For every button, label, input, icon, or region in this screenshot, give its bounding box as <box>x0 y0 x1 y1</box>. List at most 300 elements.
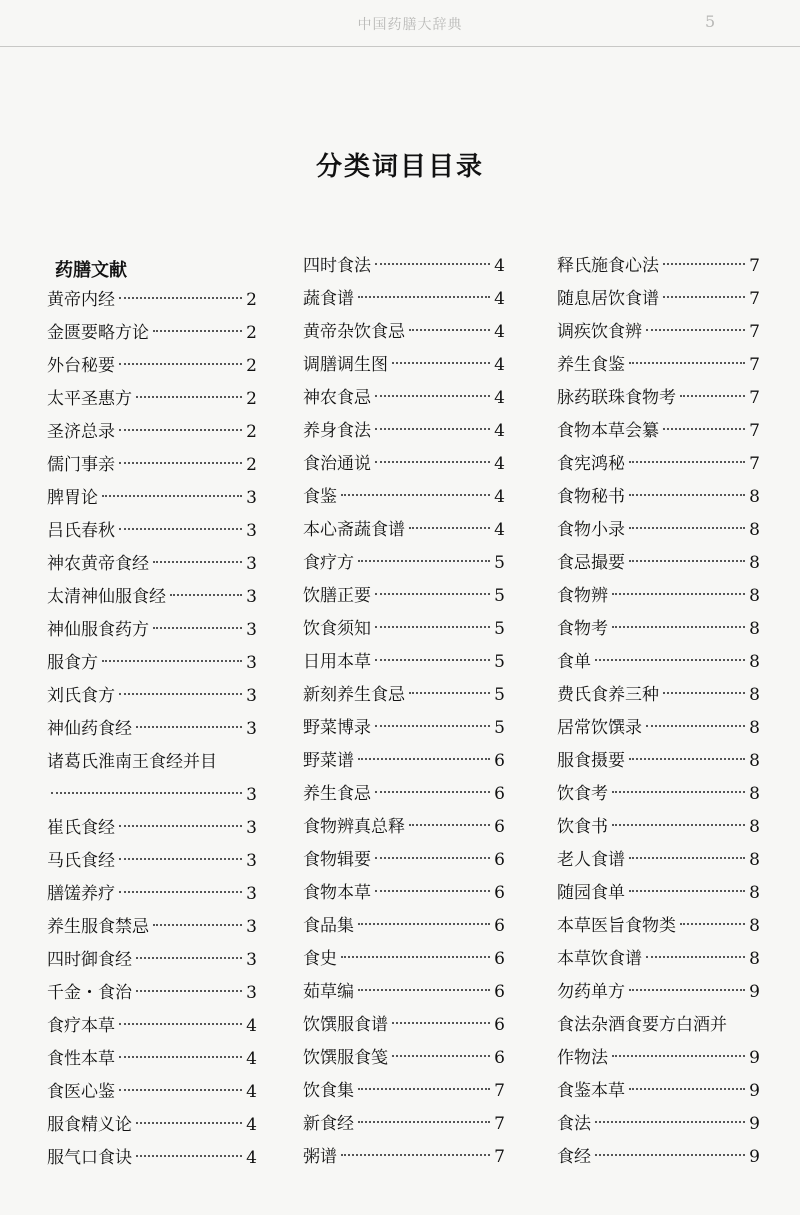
entry-page-number: 5 <box>494 586 505 606</box>
toc-entry[interactable] <box>557 484 760 510</box>
toc-entry[interactable] <box>47 782 257 808</box>
toc-entry[interactable] <box>303 748 505 774</box>
entry-title: 食物本草会纂 <box>557 421 659 441</box>
dot-leader <box>119 528 242 530</box>
entry-title: 刘氏食方 <box>47 686 115 706</box>
entry-page-number: 3 <box>246 917 257 937</box>
dot-leader <box>119 1023 242 1025</box>
entry-page-number: 8 <box>749 520 760 540</box>
dot-leader <box>119 693 242 695</box>
toc-entry[interactable] <box>303 847 505 873</box>
entry-page-number: 4 <box>246 1148 257 1168</box>
toc-entry[interactable] <box>557 880 760 906</box>
entry-title: 食疗方 <box>303 553 354 573</box>
dot-leader <box>392 1055 490 1057</box>
entry-title: 释氏施食心法 <box>557 256 659 276</box>
dot-leader <box>375 428 490 430</box>
entry-page-number: 3 <box>246 818 257 838</box>
entry-title: 食忌撮要 <box>557 553 625 573</box>
entry-page-number: 8 <box>749 685 760 705</box>
entry-page-number: 9 <box>749 1147 760 1167</box>
entry-page-number: 2 <box>246 290 257 310</box>
entry-title: 老人食谱 <box>557 850 625 870</box>
entry-page-number: 3 <box>246 719 257 739</box>
entry-title: 崔氏食经 <box>47 818 115 838</box>
toc-entry[interactable] <box>47 1013 257 1039</box>
section-heading: 药膳文献 <box>55 260 127 281</box>
toc-entry[interactable] <box>47 881 257 907</box>
page-title: 分类词目目录 <box>315 152 484 182</box>
toc-entry[interactable] <box>303 385 505 411</box>
toc-entry[interactable] <box>557 946 760 972</box>
entry-page-number: 8 <box>749 487 760 507</box>
entry-title: 日用本草 <box>303 652 371 672</box>
entry-title: 神农食忌 <box>303 388 371 408</box>
entry-page-number: 5 <box>494 718 505 738</box>
dot-leader <box>375 857 490 859</box>
toc-entry[interactable] <box>47 353 257 379</box>
entry-title: 服食摄要 <box>557 751 625 771</box>
entry-page-number: 4 <box>246 1049 257 1069</box>
entry-page-number: 5 <box>494 652 505 672</box>
entry-title: 脉药联珠食物考 <box>557 388 676 408</box>
entry-title: 食史 <box>303 949 337 969</box>
dot-leader <box>358 758 490 760</box>
entry-title: 食品集 <box>303 916 354 936</box>
dot-leader <box>119 825 242 827</box>
dot-leader <box>153 924 242 926</box>
toc-entry[interactable] <box>303 550 505 576</box>
entry-page-number: 6 <box>494 751 505 771</box>
entry-page-number: 5 <box>494 685 505 705</box>
toc-entry[interactable] <box>303 286 505 312</box>
toc-entry[interactable] <box>557 616 760 642</box>
toc-entry[interactable] <box>47 716 257 742</box>
toc-entry[interactable] <box>303 352 505 378</box>
dot-leader <box>375 659 490 661</box>
dot-leader <box>612 626 745 628</box>
entry-page-number: 3 <box>246 488 257 508</box>
dot-leader <box>595 1121 745 1123</box>
entry-page-number: 3 <box>246 785 257 805</box>
toc-entry[interactable] <box>303 1144 505 1170</box>
dot-leader <box>680 923 745 925</box>
toc-entry[interactable] <box>303 1078 505 1104</box>
dot-leader <box>646 956 745 958</box>
page-number: 5 <box>705 12 716 31</box>
entry-page-number: 4 <box>494 454 505 474</box>
entry-page-number: 8 <box>749 652 760 672</box>
entry-page-number: 3 <box>246 884 257 904</box>
entry-page-number: 7 <box>749 256 760 276</box>
toc-entry[interactable] <box>47 815 257 841</box>
entry-title: 食医心鉴 <box>47 1082 115 1102</box>
toc-entry[interactable] <box>557 1078 760 1104</box>
entry-title: 野菜谱 <box>303 751 354 771</box>
toc-entry[interactable] <box>47 980 257 1006</box>
entry-page-number: 9 <box>749 1048 760 1068</box>
toc-entry[interactable] <box>557 1012 760 1038</box>
toc-entry[interactable] <box>557 781 760 807</box>
toc-entry[interactable] <box>47 914 257 940</box>
dot-leader <box>136 396 242 398</box>
entry-title: 调膳调生图 <box>303 355 388 375</box>
dot-leader <box>358 296 490 298</box>
entry-title: 食物辨 <box>557 586 608 606</box>
entry-title: 外台秘要 <box>47 356 115 376</box>
toc-entry[interactable] <box>557 385 760 411</box>
dot-leader <box>612 593 745 595</box>
toc-entry[interactable] <box>47 848 257 874</box>
toc-entry[interactable] <box>47 1145 257 1171</box>
entry-page-number: 2 <box>246 422 257 442</box>
running-header <box>0 0 800 47</box>
entry-title: 诸葛氏淮南王食经并目 <box>47 752 217 772</box>
dot-leader <box>595 1154 745 1156</box>
entry-title: 新食经 <box>303 1114 354 1134</box>
toc-entry[interactable] <box>47 419 257 445</box>
toc-entry[interactable] <box>303 913 505 939</box>
entry-page-number: 9 <box>749 1114 760 1134</box>
toc-entry[interactable] <box>303 946 505 972</box>
toc-entry[interactable] <box>47 683 257 709</box>
entry-title: 费氏食养三种 <box>557 685 659 705</box>
dot-leader <box>375 725 490 727</box>
toc-entry[interactable] <box>303 517 505 543</box>
dot-leader <box>595 659 745 661</box>
entry-page-number: 3 <box>246 686 257 706</box>
entry-title: 儒门事亲 <box>47 455 115 475</box>
entry-page-number: 6 <box>494 982 505 1002</box>
toc-entry[interactable] <box>47 617 257 643</box>
entry-title: 养生食鉴 <box>557 355 625 375</box>
toc-entry[interactable] <box>557 286 760 312</box>
dot-leader <box>629 527 745 529</box>
entry-page-number: 4 <box>494 487 505 507</box>
dot-leader <box>680 395 745 397</box>
toc-entry[interactable] <box>303 649 505 675</box>
entry-page-number: 2 <box>246 389 257 409</box>
dot-leader <box>629 857 745 859</box>
entry-page-number: 6 <box>494 850 505 870</box>
entry-title: 食单 <box>557 652 591 672</box>
entry-title: 食经 <box>557 1147 591 1167</box>
entry-title: 饮食须知 <box>303 619 371 639</box>
toc-entry[interactable] <box>303 781 505 807</box>
entry-title: 野菜博录 <box>303 718 371 738</box>
entry-page-number: 3 <box>246 554 257 574</box>
toc-entry[interactable] <box>47 485 257 511</box>
entry-title: 四时食法 <box>303 256 371 276</box>
entry-page-number: 4 <box>494 520 505 540</box>
toc-entry[interactable] <box>557 253 760 279</box>
entry-page-number: 7 <box>749 289 760 309</box>
dot-leader <box>119 891 242 893</box>
entry-title: 四时御食经 <box>47 950 132 970</box>
toc-entry[interactable] <box>303 583 505 609</box>
dot-leader <box>358 1121 490 1123</box>
dot-leader <box>119 1089 242 1091</box>
dot-leader <box>646 725 745 727</box>
dot-leader <box>612 791 745 793</box>
dot-leader <box>358 560 490 562</box>
entry-title: 马氏食经 <box>47 851 115 871</box>
toc-entry[interactable] <box>47 650 257 676</box>
dot-leader <box>409 824 490 826</box>
entry-title: 食物辨真总释 <box>303 817 405 837</box>
dot-leader <box>629 362 745 364</box>
entry-page-number: 2 <box>246 455 257 475</box>
dot-leader <box>119 363 242 365</box>
toc-entry[interactable] <box>47 947 257 973</box>
entry-page-number: 8 <box>749 949 760 969</box>
toc-entry[interactable] <box>557 418 760 444</box>
entry-title: 金匮要略方论 <box>47 323 149 343</box>
entry-page-number: 6 <box>494 817 505 837</box>
dot-leader <box>663 692 745 694</box>
entry-title: 茹草编 <box>303 982 354 1002</box>
entry-title: 服食精义论 <box>47 1115 132 1135</box>
entry-title: 食鉴本草 <box>557 1081 625 1101</box>
toc-entry[interactable] <box>557 979 760 1005</box>
entry-page-number: 3 <box>246 620 257 640</box>
entry-page-number: 3 <box>246 653 257 673</box>
entry-page-number: 9 <box>749 982 760 1002</box>
entry-page-number: 8 <box>749 850 760 870</box>
entry-page-number: 7 <box>494 1147 505 1167</box>
entry-title: 吕氏春秋 <box>47 521 115 541</box>
toc-entry[interactable] <box>47 386 257 412</box>
entry-title: 作物法 <box>557 1048 608 1068</box>
entry-title: 黄帝杂饮食忌 <box>303 322 405 342</box>
dot-leader <box>153 627 242 629</box>
dot-leader <box>629 758 745 760</box>
entry-title: 服气口食诀 <box>47 1148 132 1168</box>
toc-entry[interactable] <box>303 319 505 345</box>
entry-title: 太清神仙服食经 <box>47 587 166 607</box>
entry-title: 调疾饮食辨 <box>557 322 642 342</box>
entry-page-number: 6 <box>494 784 505 804</box>
entry-page-number: 4 <box>494 355 505 375</box>
entry-page-number: 7 <box>749 388 760 408</box>
toc-entry[interactable] <box>303 484 505 510</box>
entry-title: 神仙药食经 <box>47 719 132 739</box>
toc-entry[interactable] <box>303 715 505 741</box>
dot-leader <box>629 461 745 463</box>
entry-title: 本草医旨食物类 <box>557 916 676 936</box>
entry-title: 蔬食谱 <box>303 289 354 309</box>
entry-title: 本心斋蔬食谱 <box>303 520 405 540</box>
entry-title: 食物本草 <box>303 883 371 903</box>
entry-title: 服食方 <box>47 653 98 673</box>
dot-leader <box>153 561 242 563</box>
toc-entry[interactable] <box>303 1111 505 1137</box>
toc-entry[interactable] <box>557 1045 760 1071</box>
entry-title: 膳馐养疗 <box>47 884 115 904</box>
toc-entry[interactable] <box>557 1144 760 1170</box>
toc-entry[interactable] <box>303 814 505 840</box>
entry-title: 黄帝内经 <box>47 290 115 310</box>
entry-page-number: 4 <box>494 421 505 441</box>
dot-leader <box>663 428 745 430</box>
dot-leader <box>341 1154 490 1156</box>
dot-leader <box>358 923 490 925</box>
entry-page-number: 7 <box>749 454 760 474</box>
entry-title: 新刻养生食忌 <box>303 685 405 705</box>
toc-entry[interactable] <box>47 518 257 544</box>
entry-page-number: 7 <box>749 355 760 375</box>
entry-title: 食疗本草 <box>47 1016 115 1036</box>
entry-page-number: 3 <box>246 851 257 871</box>
entry-page-number: 3 <box>246 587 257 607</box>
entry-title: 随息居饮食谱 <box>557 289 659 309</box>
toc-entry[interactable] <box>557 748 760 774</box>
dot-leader <box>612 1055 745 1057</box>
entry-title: 养生服食禁忌 <box>47 917 149 937</box>
toc-entry[interactable] <box>557 649 760 675</box>
entry-page-number: 6 <box>494 883 505 903</box>
entry-title: 随园食单 <box>557 883 625 903</box>
toc-entry[interactable] <box>303 880 505 906</box>
entry-page-number: 7 <box>494 1081 505 1101</box>
toc-entry[interactable] <box>303 682 505 708</box>
entry-title: 饮膳正要 <box>303 586 371 606</box>
toc-entry[interactable] <box>47 1112 257 1138</box>
dot-leader <box>375 890 490 892</box>
toc-entry[interactable] <box>557 451 760 477</box>
toc-entry[interactable] <box>47 452 257 478</box>
entry-title: 圣济总录 <box>47 422 115 442</box>
entry-title: 食法 <box>557 1114 591 1134</box>
dot-leader <box>375 263 490 265</box>
toc-entry[interactable] <box>47 1046 257 1072</box>
dot-leader <box>629 494 745 496</box>
dot-leader <box>375 791 490 793</box>
entry-page-number: 8 <box>749 586 760 606</box>
entry-page-number: 9 <box>749 1081 760 1101</box>
toc-entry[interactable] <box>557 814 760 840</box>
dot-leader <box>119 297 242 299</box>
toc-entry[interactable] <box>303 451 505 477</box>
entry-page-number: 3 <box>246 983 257 1003</box>
toc-entry[interactable] <box>557 1111 760 1137</box>
entry-title: 居常饮馔录 <box>557 718 642 738</box>
entry-title: 食鉴 <box>303 487 337 507</box>
dot-leader <box>629 1088 745 1090</box>
dot-leader <box>136 726 242 728</box>
entry-page-number: 8 <box>749 883 760 903</box>
toc-entry[interactable] <box>557 352 760 378</box>
running-title: 中国药膳大辞典 <box>357 17 463 33</box>
dot-leader <box>409 692 490 694</box>
dot-leader <box>663 296 745 298</box>
toc-entry[interactable] <box>557 847 760 873</box>
entry-page-number: 7 <box>749 421 760 441</box>
dot-leader <box>136 957 242 959</box>
entry-page-number: 4 <box>494 256 505 276</box>
dot-leader <box>136 1122 242 1124</box>
toc-entry[interactable] <box>303 253 505 279</box>
dot-leader <box>51 792 242 794</box>
dot-leader <box>102 660 242 662</box>
toc-entry[interactable] <box>303 1012 505 1038</box>
entry-page-number: 3 <box>246 950 257 970</box>
toc-entry[interactable] <box>557 550 760 576</box>
dot-leader <box>119 462 242 464</box>
entry-title: 食法杂酒食要方白酒并 <box>557 1015 727 1035</box>
entry-title: 食宪鸿秘 <box>557 454 625 474</box>
toc-entry[interactable] <box>47 287 257 313</box>
entry-page-number: 2 <box>246 356 257 376</box>
toc-entry[interactable] <box>303 1045 505 1071</box>
dot-leader <box>119 858 242 860</box>
toc-entry[interactable] <box>557 583 760 609</box>
entry-page-number: 3 <box>246 521 257 541</box>
dot-leader <box>358 1088 490 1090</box>
entry-title: 本草饮食谱 <box>557 949 642 969</box>
toc-entry[interactable] <box>557 682 760 708</box>
dot-leader <box>375 626 490 628</box>
entry-page-number: 4 <box>246 1115 257 1135</box>
entry-title: 养身食法 <box>303 421 371 441</box>
entry-title: 千金・食治 <box>47 983 132 1003</box>
toc-entry[interactable] <box>557 319 760 345</box>
entry-title: 食性本草 <box>47 1049 115 1069</box>
dot-leader <box>392 362 490 364</box>
toc-entry[interactable] <box>557 715 760 741</box>
dot-leader <box>646 329 745 331</box>
entry-page-number: 8 <box>749 619 760 639</box>
dot-leader <box>375 593 490 595</box>
entry-page-number: 6 <box>494 1015 505 1035</box>
toc-entry[interactable] <box>47 1079 257 1105</box>
entry-page-number: 6 <box>494 916 505 936</box>
toc-entry[interactable] <box>47 749 257 775</box>
toc-entry[interactable] <box>303 418 505 444</box>
entry-page-number: 8 <box>749 553 760 573</box>
toc-entry[interactable] <box>303 979 505 1005</box>
entry-page-number: 4 <box>246 1082 257 1102</box>
dot-leader <box>119 429 242 431</box>
toc-entry[interactable] <box>303 616 505 642</box>
entry-page-number: 8 <box>749 784 760 804</box>
entry-title: 饮馔服食谱 <box>303 1015 388 1035</box>
entry-page-number: 8 <box>749 817 760 837</box>
entry-title: 饮食考 <box>557 784 608 804</box>
toc-entry[interactable] <box>47 551 257 577</box>
entry-title: 饮馔服食笺 <box>303 1048 388 1068</box>
toc-entry[interactable] <box>47 584 257 610</box>
dot-leader <box>375 395 490 397</box>
entry-page-number: 6 <box>494 949 505 969</box>
entry-page-number: 8 <box>749 718 760 738</box>
entry-title: 养生食忌 <box>303 784 371 804</box>
dot-leader <box>136 1155 242 1157</box>
dot-leader <box>119 1056 242 1058</box>
dot-leader <box>170 594 242 596</box>
entry-title: 粥谱 <box>303 1147 337 1167</box>
toc-entry[interactable] <box>557 517 760 543</box>
toc-entry[interactable] <box>47 320 257 346</box>
toc-entry[interactable] <box>557 913 760 939</box>
dot-leader <box>663 263 745 265</box>
entry-page-number: 8 <box>749 751 760 771</box>
dot-leader <box>409 527 490 529</box>
entry-title: 食物辑要 <box>303 850 371 870</box>
entry-page-number: 2 <box>246 323 257 343</box>
dot-leader <box>629 560 745 562</box>
entry-page-number: 4 <box>494 388 505 408</box>
